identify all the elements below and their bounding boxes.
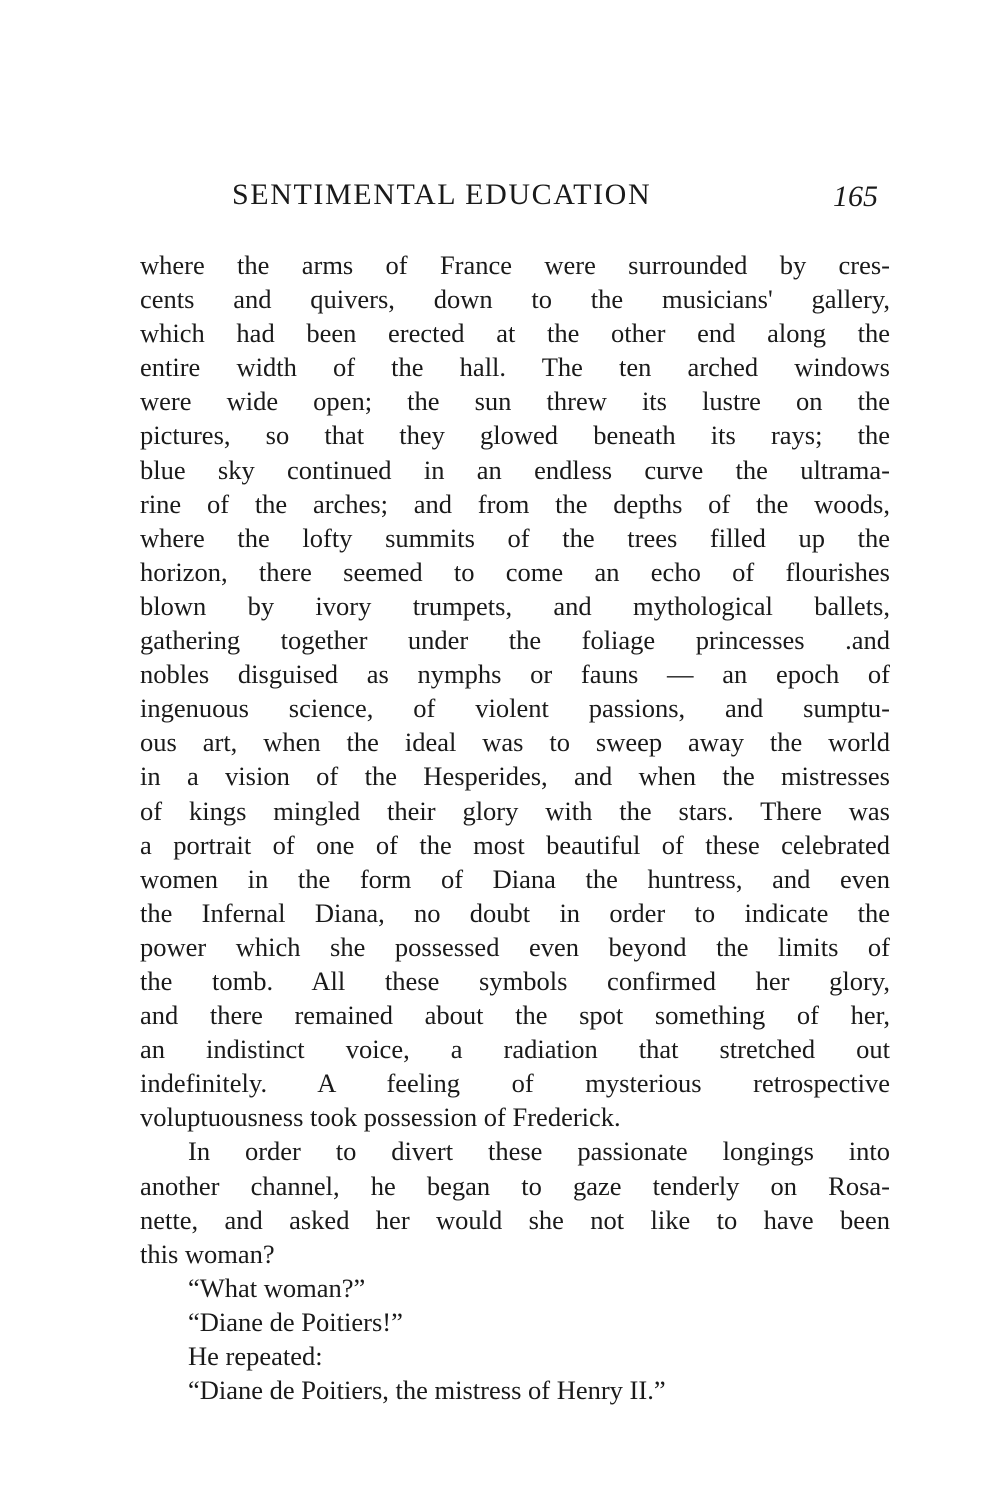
text-line: He repeated: — [188, 1341, 323, 1371]
text-line: cents and quivers, down to the musicians' gallery, — [140, 284, 890, 315]
body-text — [140, 248, 890, 1407]
text-line: were wide open; the sun threw its lustre on the — [140, 386, 890, 417]
text-line: this woman? — [140, 1238, 275, 1269]
page-header — [232, 178, 878, 218]
text-line: nobles disguised as nymphs or fauns — an epoch of — [140, 659, 890, 690]
text-line: entire width of the hall. The ten arched windows — [140, 352, 890, 383]
text-line: “Diane de Poitiers, the mistress of Henry II.” — [188, 1375, 666, 1406]
text-line: where the lofty summits of the trees filled up the — [140, 522, 890, 553]
text-line: indefinitely. A feeling of mysterious retrospective — [140, 1068, 890, 1099]
text-line: gathering together under the foliage princesses .and — [140, 625, 890, 656]
text-line: power which she possessed even beyond the limits of — [140, 931, 890, 962]
text-line: In order to divert these passionate longings into — [188, 1136, 890, 1167]
text-line: voluptuousness took possession of Frederick. — [140, 1102, 621, 1133]
text-line: the tomb. All these symbols confirmed her glory, — [140, 965, 890, 996]
text-line: pictures, so that they glowed beneath its rays; the — [140, 420, 890, 451]
text-line: an indistinct voice, a radiation that stretched out — [140, 1034, 890, 1065]
text-line: a portrait of one of the most beautiful of these celebrated — [140, 829, 890, 860]
text-line: nette, and asked her would she not like to have been — [140, 1204, 890, 1235]
text-line: horizon, there seemed to come an echo of flourishes — [140, 556, 890, 587]
text-line: women in the form of Diana the huntress, and even — [140, 863, 890, 894]
text-line: of kings mingled their glory with the stars. There was — [140, 795, 890, 826]
text-line: rine of the arches; and from the depths of the woods, — [140, 488, 890, 519]
text-line: and there remained about the spot something of her, — [140, 1000, 890, 1031]
running-title: SENTIMENTAL EDUCATION — [232, 178, 652, 211]
text-line: blown by ivory trumpets, and mythological ballets, — [140, 590, 890, 621]
text-line: “What woman?” — [188, 1272, 366, 1303]
text-line: which had been erected at the other end along the — [140, 318, 890, 349]
text-line: the Infernal Diana, no doubt in order to indicate the — [140, 897, 890, 928]
text-line: in a vision of the Hesperides, and when the mistresses — [140, 761, 890, 792]
text-line: ous art, when the ideal was to sweep away the world — [140, 727, 890, 758]
text-line: ingenuous science, of violent passions, and sumptu- — [140, 693, 890, 724]
page-number: 165 — [833, 180, 878, 213]
text-line: blue sky continued in an endless curve the ultrama- — [140, 454, 890, 485]
text-line: another channel, he began to gaze tenderly on Rosa- — [140, 1170, 890, 1201]
text-line: “Diane de Poitiers!” — [188, 1306, 403, 1337]
text-line: where the arms of France were surrounded by cres- — [140, 250, 890, 280]
